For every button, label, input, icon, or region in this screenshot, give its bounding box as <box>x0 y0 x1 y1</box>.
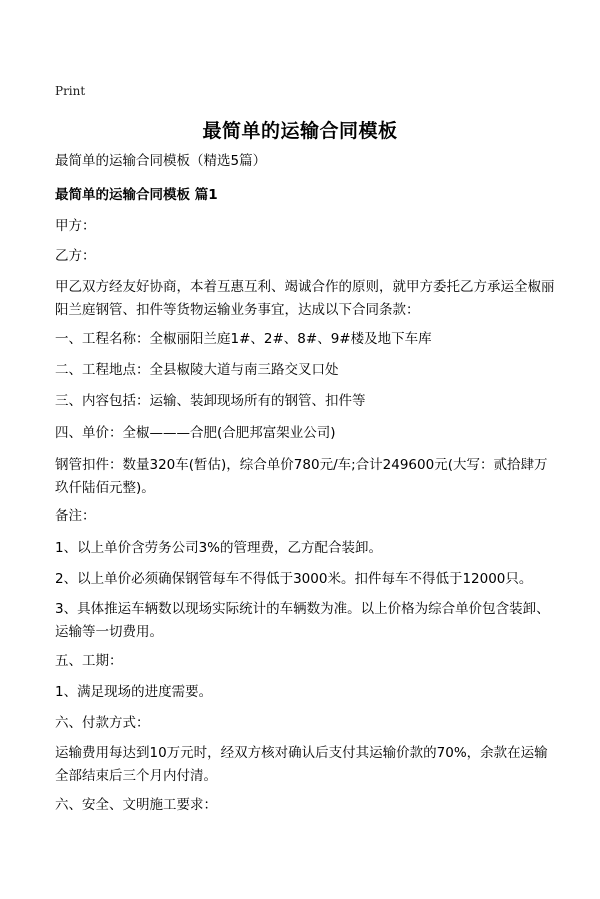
clause-scope: 三、内容包括：运输、装卸现场所有的钢管、扣件等 <box>55 393 366 409</box>
remarks-label: 备注： <box>55 508 96 524</box>
remark-item-1: 1、以上单价含劳务公司3%的管理费，乙方配合装卸。 <box>55 540 383 556</box>
clause-project-name: 一、工程名称：全椒丽阳兰庭1#、2#、8#、9#楼及地下车库 <box>55 331 432 347</box>
party-a-label: 甲方： <box>55 218 96 234</box>
document-title: 最简单的运输合同模板 <box>202 120 398 142</box>
clause-unit-price: 四、单价：全椒———合肥(合肥邦富架业公司) <box>55 425 336 441</box>
clause-project-location: 二、工程地点：全县椒陵大道与南三路交叉口处 <box>55 362 339 378</box>
section-heading: 最简单的运输合同模板 篇1 <box>55 187 218 203</box>
payment-paragraph: 运输费用每达到10万元时，经双方核对确认后支付其运输价款的70%，余款在运输全部结束后三个月内付清。 <box>55 745 548 784</box>
clause-safety: 六、安全、文明施工要求： <box>55 797 217 813</box>
party-b-label: 乙方： <box>55 248 96 264</box>
print-label: Print <box>55 84 86 98</box>
remark-item-2: 2、以上单价必须确保钢管每车不得低于3000米。扣件每车不得低于12000只。 <box>55 571 533 587</box>
remark-item-3: 3、具体推运车辆数以现场实际统计的车辆数为准。以上价格为综合单价包含装卸、运输等一切费用。 <box>55 601 550 640</box>
clause-duration: 五、工期： <box>55 653 123 669</box>
document-subtitle: 最简单的运输合同模板（精选5篇） <box>55 153 267 169</box>
intro-paragraph: 甲乙双方经友好协商，本着互惠互利、竭诚合作的原则，就甲方委托乙方承运全椒丽阳兰庭钢管、扣件等货物运输业务事宜，达成以下合同条款： <box>55 279 555 318</box>
clause-steel-pipe-fasteners: 钢管扣件：数量320车(暂估)，综合单价780元/车;合计249600元(大写：贰拾肆万玖仟陆佰元整)。 <box>55 457 548 496</box>
duration-item-1: 1、满足现场的进度需要。 <box>55 684 213 700</box>
clause-payment-method: 六、付款方式： <box>55 715 150 731</box>
